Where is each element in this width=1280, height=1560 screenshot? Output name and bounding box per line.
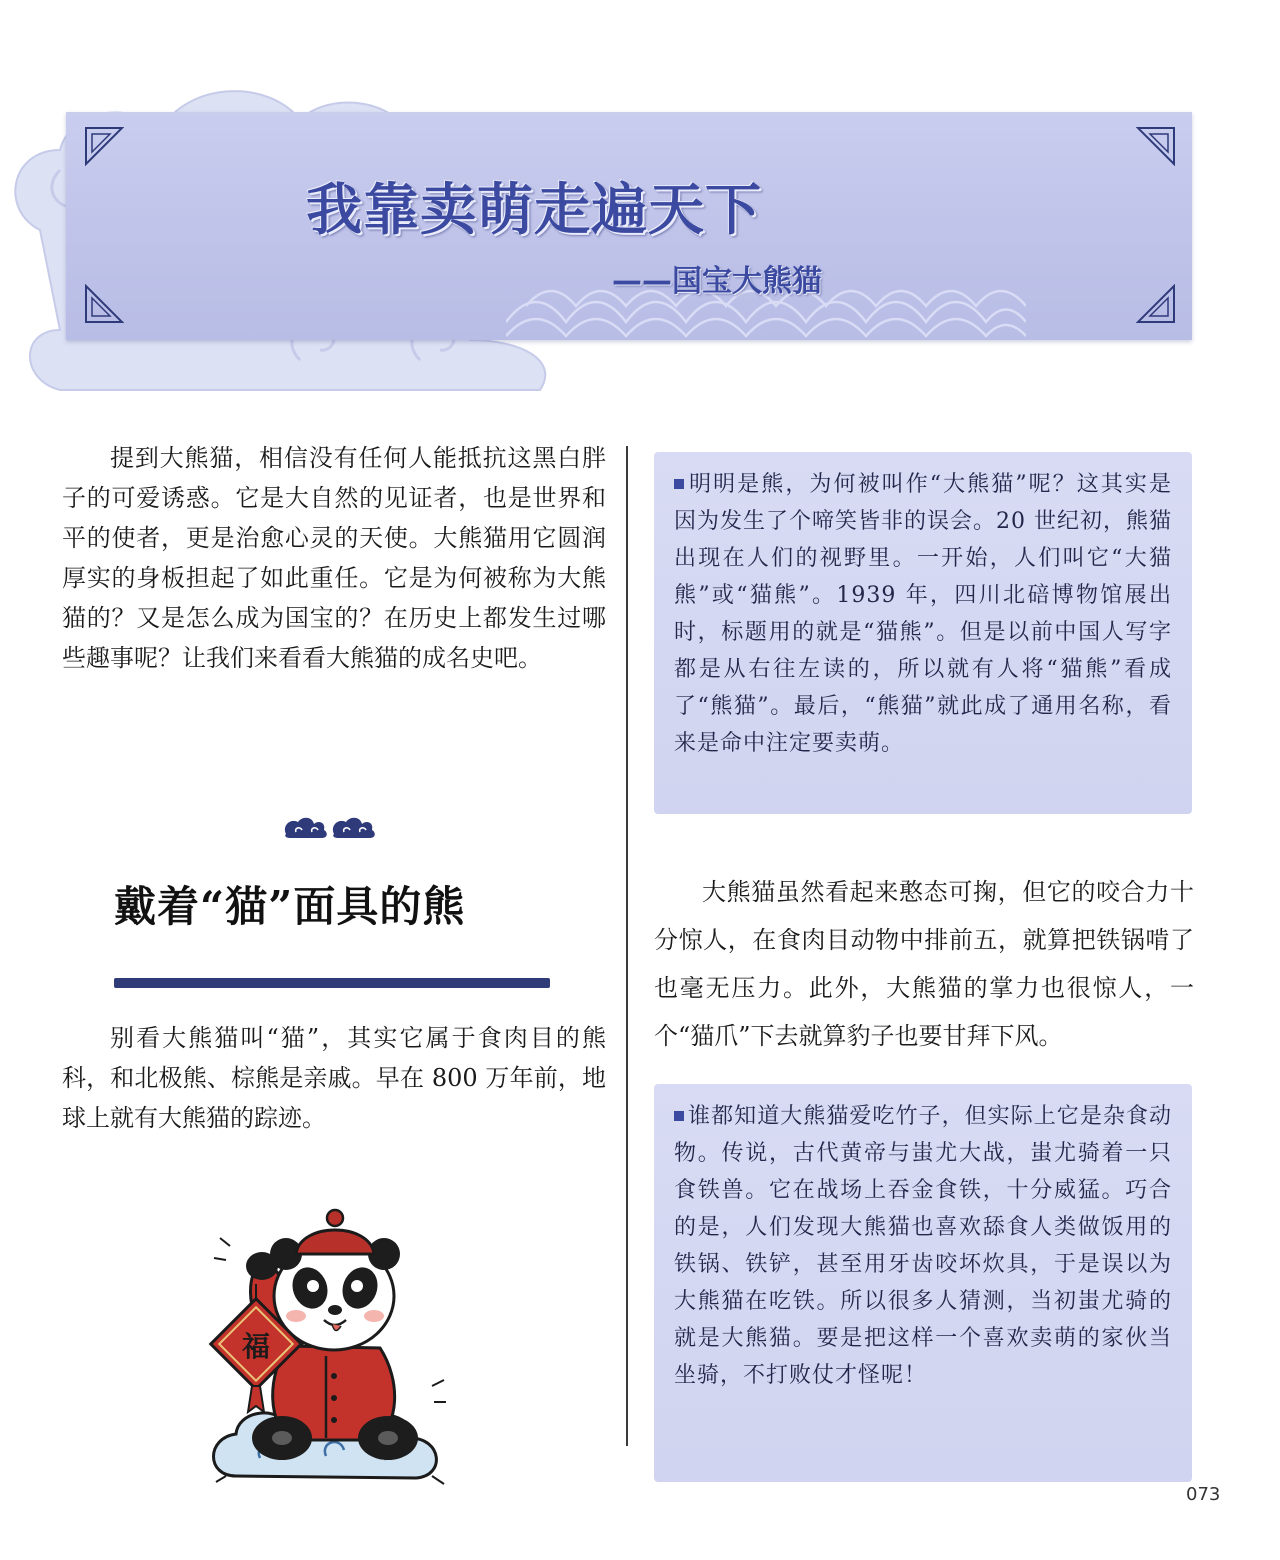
note-text: 谁都知道大熊猫爱吃竹子，但实际上它是杂食动物。传说，古代黄帝与蚩尤大战，蚩尤骑着一只食铁兽。它在战场上吞金食铁，十分威猛。巧合的是，人们发现大熊猫也喜欢舔食人类做饭用的铁锅、铁铲，甚至用牙齿咬坏炊具，于是误以为大熊猫在吃铁。所以很多人猜测，当初蚩尤骑的就是大熊猫。要是把这样一个喜欢卖萌的家伙当坐骑，不打败仗才怪呢！ — [674, 1104, 1172, 1388]
corner-ornament-icon — [84, 284, 124, 324]
column-divider — [626, 446, 628, 1446]
note-box — [654, 452, 1192, 814]
corner-ornament-icon — [84, 126, 124, 166]
note-bullet-icon — [674, 1111, 684, 1121]
corner-ornament-icon — [1136, 284, 1176, 324]
panda-illustration — [196, 1176, 466, 1506]
note-bullet-icon — [674, 479, 684, 489]
fu-character: 福 — [241, 1330, 271, 1363]
note-box — [654, 1084, 1192, 1482]
note-text: 明明是熊，为何被叫作“大熊猫”呢？这其实是因为发生了个啼笑皆非的误会。20 世纪初，熊猫出现在人们的视野里。一开始，人们叫它“大猫熊”或“猫熊”。1939 年，四川北碚博物馆展出时，标题用的就是“猫熊”。但是以前中国人写字都是从右往左读的，所以就有人将“猫熊”看成了“熊猫”。最后，“熊猫”就此成了通用名称，看来是命中注定要卖萌。 — [674, 472, 1172, 756]
page-subtitle: ——国宝大熊猫 — [612, 264, 822, 299]
section-rule — [114, 978, 550, 988]
page-title: 我靠卖萌走遍天下 — [306, 178, 762, 243]
body-paragraph: 大熊猫虽然看起来憨态可掬，但它的咬合力十分惊人，在食肉目动物中排前五，就算把铁锅啃了也毫无压力。此外，大熊猫的掌力也很惊人，一个“猫爪”下去就算豹子也要甘拜下风。 — [654, 878, 1194, 1050]
page-number: 073 — [1186, 1484, 1221, 1505]
corner-ornament-icon — [1136, 126, 1176, 166]
section-heading: 戴着“猫”面具的熊 — [114, 882, 466, 931]
section-paragraph: 别看大熊猫叫“猫”，其实它属于食肉目的熊科，和北极熊、棕熊是亲戚。早在 800 万年前，地球上就有大熊猫的踪迹。 — [62, 1024, 606, 1132]
intro-paragraph: 提到大熊猫，相信没有任何人能抵抗这黑白胖子的可爱诱惑。它是大自然的见证者，也是世界和平的使者，更是治愈心灵的天使。大熊猫用它圆润厚实的身板担起了如此重任。它是为何被称为大熊猫的？又是怎么成为国宝的？在历史上都发生过哪些趣事呢？让我们来看看大熊猫的成名史吧。 — [62, 444, 606, 672]
cloud-ornament-icon — [282, 814, 378, 840]
